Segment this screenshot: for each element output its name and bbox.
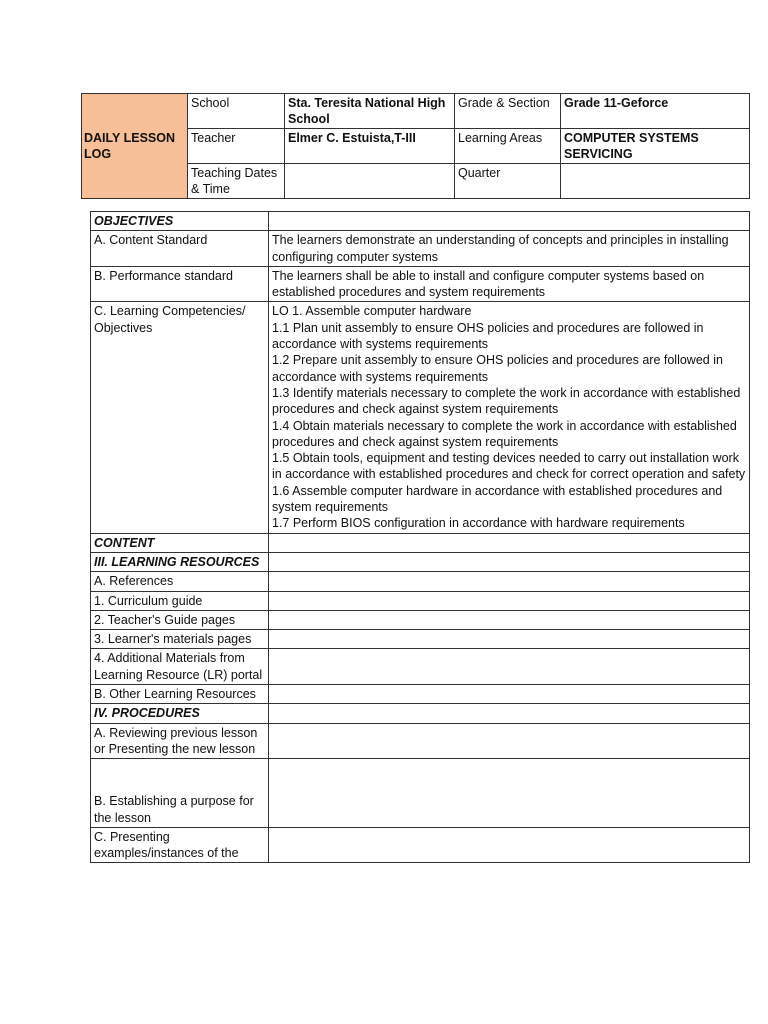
quarter-value <box>561 164 750 199</box>
other-resources-empty-cell <box>269 685 750 704</box>
performance-standard-value: The learners shall be able to install and configure computer systems based on established procedures and system requirements <box>269 266 750 302</box>
teacher-label: Teacher <box>188 129 285 164</box>
learning-resources-heading: III. LEARNING RESOURCES <box>91 552 269 571</box>
learners-materials-row <box>91 630 750 649</box>
curriculum-guide-row <box>91 591 750 610</box>
teaching-dates-value <box>285 164 455 199</box>
competency-item: 1.4 Obtain materials necessary to complete the work in accordance with established procedures and check against system requirements <box>272 418 737 449</box>
teachers-guide-row <box>91 610 750 629</box>
teacher-value: Elmer C. Estuista,T-III <box>285 129 455 164</box>
content-standard-row <box>91 231 750 267</box>
learning-resources-row <box>91 552 750 571</box>
other-resources-label: B. Other Learning Resources <box>91 685 269 704</box>
competencies-label: C. Learning Competencies/ Objectives <box>91 302 269 533</box>
learning-areas-value: COMPUTER SYSTEMS SERVICING <box>561 129 750 164</box>
content-empty-cell <box>269 533 750 552</box>
additional-materials-empty-cell <box>269 649 750 685</box>
procedure-b-row <box>91 759 750 828</box>
performance-standard-row <box>91 266 750 302</box>
references-empty-cell <box>269 572 750 591</box>
references-label: A. References <box>91 572 269 591</box>
competencies-row <box>91 302 750 533</box>
objectives-heading: OBJECTIVES <box>91 212 269 231</box>
quarter-label: Quarter <box>455 164 561 199</box>
competency-item: 1.7 Perform BIOS configuration in accordance with hardware requirements <box>272 516 685 531</box>
procedure-b-label: B. Establishing a purpose for the lesson <box>91 759 269 828</box>
content-heading: CONTENT <box>91 533 269 552</box>
learning-resources-empty-cell <box>269 552 750 571</box>
teaching-dates-label: Teaching Dates & Time <box>188 164 285 199</box>
procedures-heading: IV. PROCEDURES <box>91 704 269 723</box>
references-row <box>91 572 750 591</box>
competency-item: LO 1. Assemble computer hardware <box>272 304 472 319</box>
procedure-a-row <box>91 723 750 759</box>
performance-standard-label: B. Performance standard <box>91 266 269 302</box>
learners-materials-empty-cell <box>269 630 750 649</box>
content-row <box>91 533 750 552</box>
procedure-c-label: C. Presenting examples/instances of the <box>91 827 269 863</box>
procedure-a-empty-cell <box>269 723 750 759</box>
curriculum-guide-label: 1. Curriculum guide <box>91 591 269 610</box>
competency-item: 1.3 Identify materials necessary to complete the work in accordance with established procedures and check against system requirements <box>272 385 741 417</box>
other-resources-row <box>91 685 750 704</box>
competency-item: 1.5 Obtain tools, equipment and testing devices needed to carry out installation work in accordance with established procedures and check for correct operation and safety <box>272 451 746 482</box>
procedure-a-label: A. Reviewing previous lesson or Presenting the new lesson <box>91 723 269 759</box>
school-label: School <box>188 94 285 129</box>
lesson-plan-table <box>90 211 750 863</box>
additional-materials-label: 4. Additional Materials from Learning Resource (LR) portal <box>91 649 269 685</box>
teachers-guide-label: 2. Teacher's Guide pages <box>91 610 269 629</box>
procedure-b-empty-cell <box>269 759 750 828</box>
procedure-c-row <box>91 827 750 863</box>
school-value: Sta. Teresita National High School <box>285 94 455 129</box>
competency-item: 1.2 Prepare unit assembly to ensure OHS policies and procedures are followed in accordance with systems requirements <box>272 353 723 384</box>
competency-item: 1.1 Plan unit assembly to ensure OHS policies and procedures are followed in accordance with systems requirements <box>272 320 704 352</box>
procedure-c-empty-cell <box>269 827 750 863</box>
learning-areas-label: Learning Areas <box>455 129 561 164</box>
objectives-empty-cell <box>269 212 750 231</box>
content-standard-value: The learners demonstrate an understanding of concepts and principles in installing configuring computer systems <box>269 231 750 267</box>
daily-lesson-log-title: DAILY LESSON LOG <box>82 94 188 199</box>
teachers-guide-empty-cell <box>269 610 750 629</box>
competency-item: 1.6 Assemble computer hardware in accordance with established procedures and system requirements <box>272 483 723 515</box>
content-standard-label: A. Content Standard <box>91 231 269 267</box>
learners-materials-label: 3. Learner's materials pages <box>91 630 269 649</box>
grade-section-value: Grade 11-Geforce <box>561 94 750 129</box>
procedures-row <box>91 704 750 723</box>
grade-section-label: Grade & Section <box>455 94 561 129</box>
lesson-log-header-table <box>81 93 750 199</box>
procedures-empty-cell <box>269 704 750 723</box>
additional-materials-row <box>91 649 750 685</box>
objectives-row <box>91 212 750 231</box>
competencies-list <box>269 302 750 533</box>
curriculum-guide-empty-cell <box>269 591 750 610</box>
